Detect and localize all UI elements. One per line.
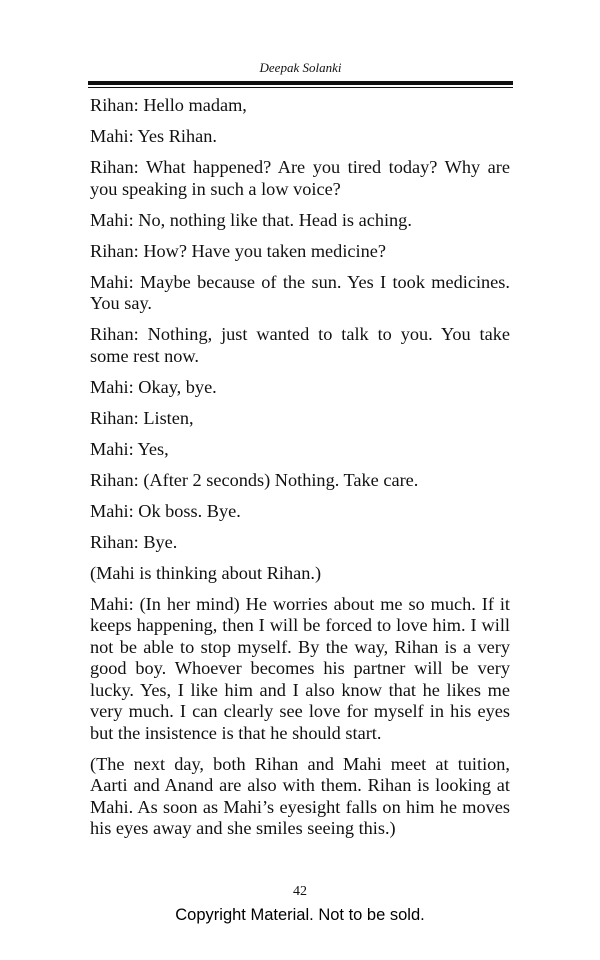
dialogue-paragraph: Rihan: Nothing, just wanted to talk to you. You take some rest now.	[90, 324, 510, 366]
dialogue-paragraph: Rihan: How? Have you taken medicine?	[90, 240, 386, 261]
dialogue-paragraph: Rihan: Bye.	[90, 531, 178, 552]
page-body	[90, 95, 510, 849]
dialogue-paragraph: Rihan: Hello madam,	[90, 95, 247, 115]
narration-paragraph: (Mahi is thinking about Rihan.)	[90, 562, 322, 583]
dialogue-paragraph: Mahi: Yes,	[90, 438, 169, 459]
dialogue-paragraph: Mahi: Okay, bye.	[90, 376, 217, 397]
header-rule-thick	[88, 81, 513, 85]
dialogue-paragraph: Mahi: No, nothing like that. Head is aching.	[90, 209, 412, 230]
copyright-notice: Copyright Material. Not to be sold.	[175, 906, 425, 924]
dialogue-paragraph: Rihan: (After 2 seconds) Nothing. Take care.	[90, 469, 419, 490]
dialogue-paragraph: Mahi: Ok boss. Bye.	[90, 500, 241, 521]
page-number: 42	[293, 884, 307, 899]
dialogue-paragraph: Mahi: Maybe because of the sun. Yes I took medicines. You say.	[90, 271, 510, 313]
dialogue-paragraph: Mahi: Yes Rihan.	[90, 126, 217, 146]
dialogue-paragraph: Rihan: Listen,	[90, 407, 194, 428]
running-header-author: Deepak Solanki	[259, 60, 342, 75]
dialogue-paragraph: Mahi: (In her mind) He worries about me so much. If it keeps happening, then I will be forced to love him. I will not be able to stop myself. By the way, Rihan is a very good boy. Whoever becomes his partner will be very lucky. Yes, I like him and I also know that he likes me very much. I can clearly see love for myself in his eyes but the insistence is that he should start.	[90, 593, 510, 743]
narration-paragraph: (The next day, both Rihan and Mahi meet at tuition, Aarti and Anand are also with them. Rihan is looking at Mahi. As soon as Mahi’s eyesight falls on him he moves his eyes away and she smiles seeing this.)	[90, 753, 510, 838]
dialogue-paragraph: Rihan: What happened? Are you tired today? Why are you speaking in such a low voice?	[90, 157, 510, 199]
header-rule-thin	[88, 87, 513, 88]
